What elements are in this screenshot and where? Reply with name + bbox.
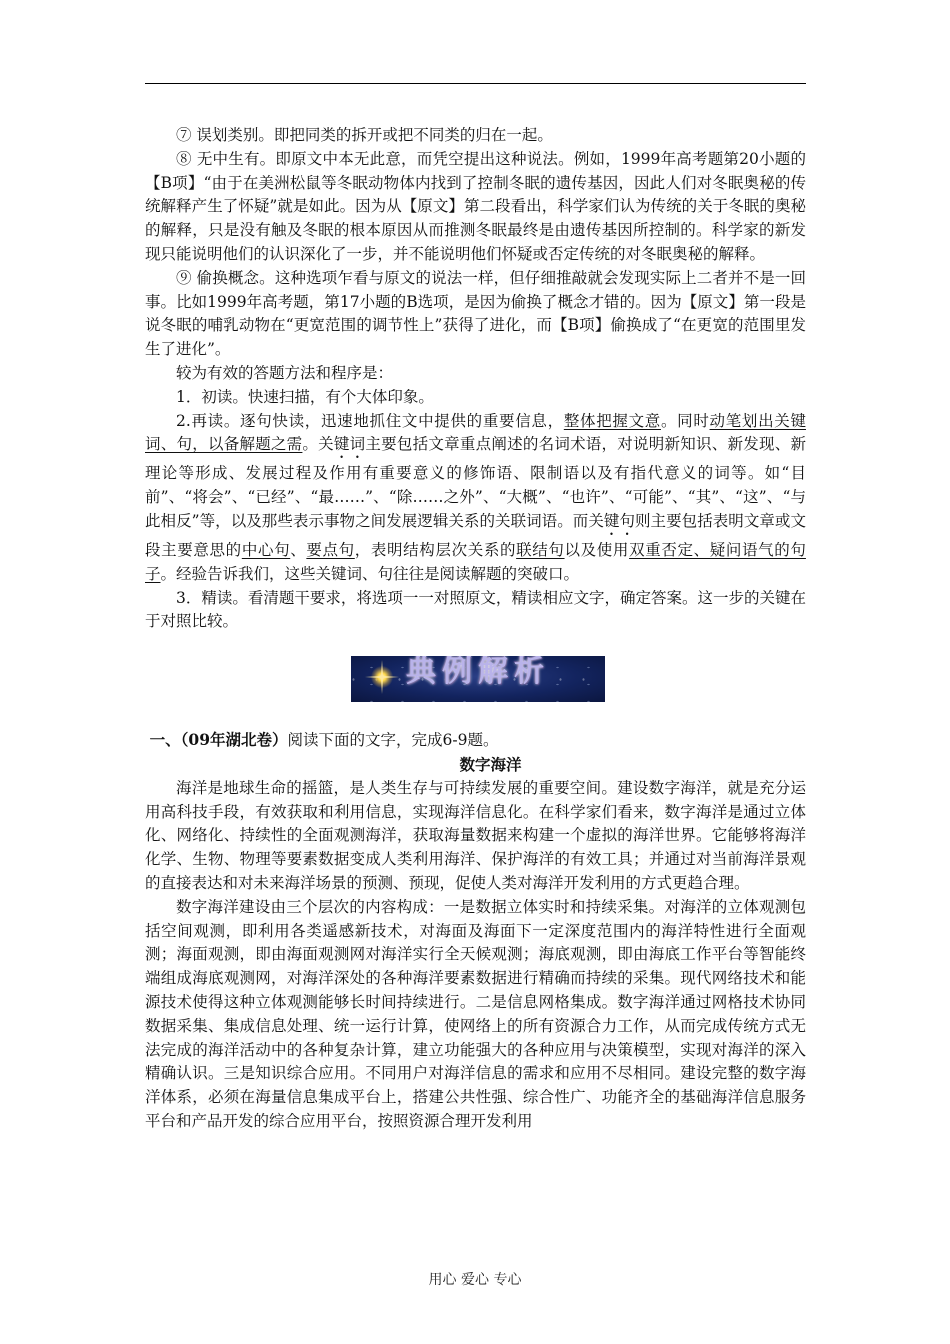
example-analysis-banner <box>351 656 605 702</box>
document-body <box>145 124 806 1134</box>
paragraph-item-7: ⑦ 误划类别。即把同类的拆开或把不同类的归在一起。 <box>176 126 553 144</box>
exam-question-header <box>145 728 806 753</box>
keyword-char: 关 <box>318 435 334 454</box>
emphasis-dot-char: 键 <box>603 511 620 530</box>
underlined-phrase: 动笔划出关键词、句，以备解题之需 <box>145 411 806 454</box>
step-2-text: 主要包括文章重点阐述的名词术语，对说明新知识、新发现、新理论等形成、发展过程及作用有重要意义的修饰语、限制语以及有指代意义的词等。如“目前”、“将会”、“已经”、“最……”、“除……之外”、“大概”、“也许”、“可能”、“其”、“这”、“与此相反”等，以及那些表示事物之间发展逻辑关系的关联词语。而 <box>145 435 806 530</box>
underlined-phrase: 中心句 <box>241 540 291 559</box>
step-2-text: ，表明结构层次关系的 <box>354 540 517 559</box>
underlined-phrase: 双重否定、疑问语气的句子 <box>145 540 806 583</box>
step-1: 1．初读。快速扫描，有个大体印象。 <box>176 387 434 406</box>
question-number: 一、 <box>149 730 181 750</box>
step-2-text: 。经验告诉我们，这些关键词、句往往是阅读解题的突破口。 <box>160 564 580 583</box>
step-3: 3．精读。看清题干要求，将选项一一对照原文，精读相应文字，确定答案。这一步的关键在于对照比较。 <box>145 588 806 631</box>
step-2-text: 2.再读。逐句快读，迅速地抓住文中提供的重要信息， <box>176 411 564 430</box>
article-title: 数字海洋 <box>459 754 522 774</box>
emphasis-dot-char: 词 <box>349 435 366 454</box>
emphasis-dot-char: 句 <box>619 511 635 530</box>
article-paragraph: 海洋是地球生命的摇篮，是人类生存与可持续发展的重要空间。建设数字海洋，就是充分运用高科技手段，有效获取和利用信息，实现海洋信息化。在科学家们看来，数字海洋是通过立体化、网络化、持续性的全面观测海洋，获取海量数据来构建一个虚拟的海洋世界。它能够将海洋化学、生物、物理等要素数据变成人类利用海洋、保护海洋的有效工具；并通过对当前海洋景观的直接表达和对未来海洋场景的预测、预现，促使人类对海洋开发利用的方式更趋合理。 <box>145 778 806 892</box>
question-source: （09年湖北卷） <box>180 730 288 750</box>
paragraph-item-8: ⑧ 无中生有。即原文中本无此意，而凭空提出这种说法。例如，1999年高考题第20小题的【B项】“由于在美洲松鼠等冬眠动物体内找到了控制冬眠的遗传基因，因此人们对冬眠奥秘的传统解释产生了怀疑”就是如此。因为从【原文】第二段看出，科学家们认为传统的关于冬眠的奥秘的解释，只是没有触及冬眠的根本原因从而推测冬眠最终是由遗传基因所控制的。科学家的新发现只能说明他们的认识深化了一步，并不能说明他们怀疑或否定传统的对冬眠奥秘的解释。 <box>145 149 806 263</box>
underlined-phrase: 整体把握文意 <box>563 411 661 430</box>
question-instruction: 阅读下面的文字，完成6-9题。 <box>287 731 499 750</box>
step-2-text: 以及使用 <box>564 540 630 559</box>
step-2-text: 、 <box>290 540 307 559</box>
header-rule <box>145 83 806 84</box>
step-2 <box>145 410 806 587</box>
method-intro: 较为有效的答题方法和程序是： <box>176 363 394 382</box>
step-2-text: 则主要包括表明文章或文段主要意思的 <box>145 511 806 559</box>
keyword-char: 关 <box>588 511 604 530</box>
page-footer: 用心 爱心 专心 <box>428 1272 522 1288</box>
step-2-text: 。 <box>302 435 319 454</box>
paragraph-item-9: ⑨ 偷换概念。这种选项乍看与原文的说法一样，但仔细推敲就会发现实际上二者并不是一回事。比如1999年高考题，第17小题的B选项，是因为偷换了概念才错的。因为【原文】第一段是说冬眠的哺乳动物在“更宽范围的调节性上”获得了进化，而【B项】偷换成了“在更宽的范围里发生了进化”。 <box>145 268 806 359</box>
banner-title: 典例解析 <box>406 656 550 690</box>
underlined-phrase: 要点句 <box>306 540 355 559</box>
underlined-phrase: 联结句 <box>516 540 565 559</box>
step-2-text: 。同时 <box>660 411 710 430</box>
article-paragraph: 数字海洋建设由三个层次的内容构成：一是数据立体实时和持续采集。对海洋的立体观测包括空间观测，即利用各类遥感新技术，对海面及海面下一定深度范围内的海洋特性进行全面观测；海面观测，即由海面观测网对海洋实行全天候观测；海底观测，即由海底工作平台等智能终端组成海底观测网，对海洋深处的各种海洋要素数据进行精确而持续的采集。现代网络技术和能源技术使得这种立体观测能够长时间持续进行。二是信息网格集成。数字海洋通过网格技术协同数据采集、集成信息处理、统一运行计算，使网络上的所有资源合力工作，从而完成传统方式无法完成的海洋活动中的各种复杂计算，建立功能强大的各种应用与决策模型，实现对海洋的深入精确认识。三是知识综合应用。不同用户对海洋信息的需求和应用不尽相同。建设完整的数字海洋体系，必须在海量信息集成平台上，搭建公共性强、综合性广、功能齐全的基础海洋信息服务平台和产品开发的综合应用平台，按照资源合理开发利用 <box>145 897 806 1130</box>
emphasis-dot-char: 键 <box>333 435 350 454</box>
